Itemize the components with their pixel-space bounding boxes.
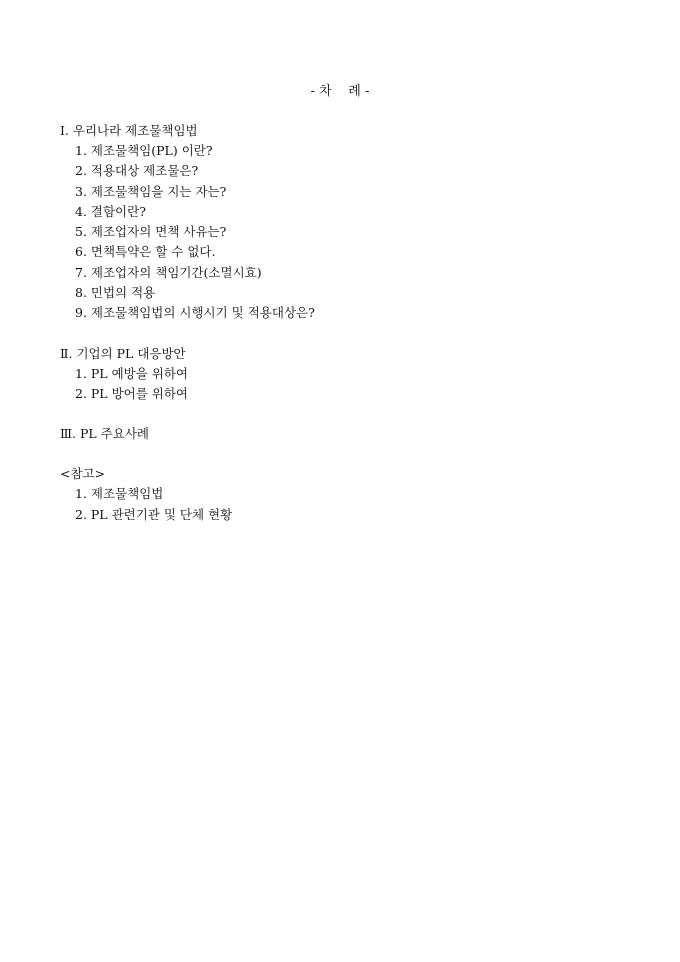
toc-item: 3. 제조물책임을 지는 자는? <box>75 183 227 199</box>
toc-item: 2. PL 관련기관 및 단체 현황 <box>75 506 233 522</box>
section-heading: Ⅱ. 기업의 PL 대응방안 <box>60 345 186 361</box>
toc-item: 2. PL 방어를 위하여 <box>75 385 189 401</box>
section-heading: Ⅰ. 우리나라 제조물책임법 <box>60 123 198 138</box>
toc-section-reference <box>60 464 620 525</box>
section-item-list <box>60 141 620 324</box>
toc-item: 9. 제조물책임법의 시행시기 및 적용대상은? <box>75 305 315 321</box>
table-of-contents <box>60 121 620 525</box>
toc-item: 1. PL 예방을 위하여 <box>75 365 189 381</box>
section-item-list <box>60 484 620 525</box>
toc-item: 6. 면책특약은 할 수 없다. <box>75 244 216 260</box>
toc-section-1 <box>60 121 620 324</box>
section-item-list <box>60 364 620 405</box>
toc-item: 1. 제조물책임법 <box>75 486 164 502</box>
section-heading: <참고> <box>60 466 106 482</box>
toc-item: 7. 제조업자의 책임기간(소멸시효) <box>75 264 262 280</box>
toc-item: 4. 결함이란? <box>75 203 146 219</box>
section-heading: Ⅲ. PL 주요사례 <box>60 426 149 442</box>
toc-item: 2. 적용대상 제조물은? <box>75 163 199 179</box>
toc-item: 5. 제조업자의 면책 사유는? <box>75 224 227 240</box>
toc-item: 8. 민법의 적용 <box>75 285 156 301</box>
toc-item: 1. 제조물책임(PL) 이란? <box>75 143 213 158</box>
toc-title: - 차 례 - <box>310 84 370 99</box>
toc-section-3 <box>60 424 620 444</box>
toc-section-2 <box>60 344 620 405</box>
